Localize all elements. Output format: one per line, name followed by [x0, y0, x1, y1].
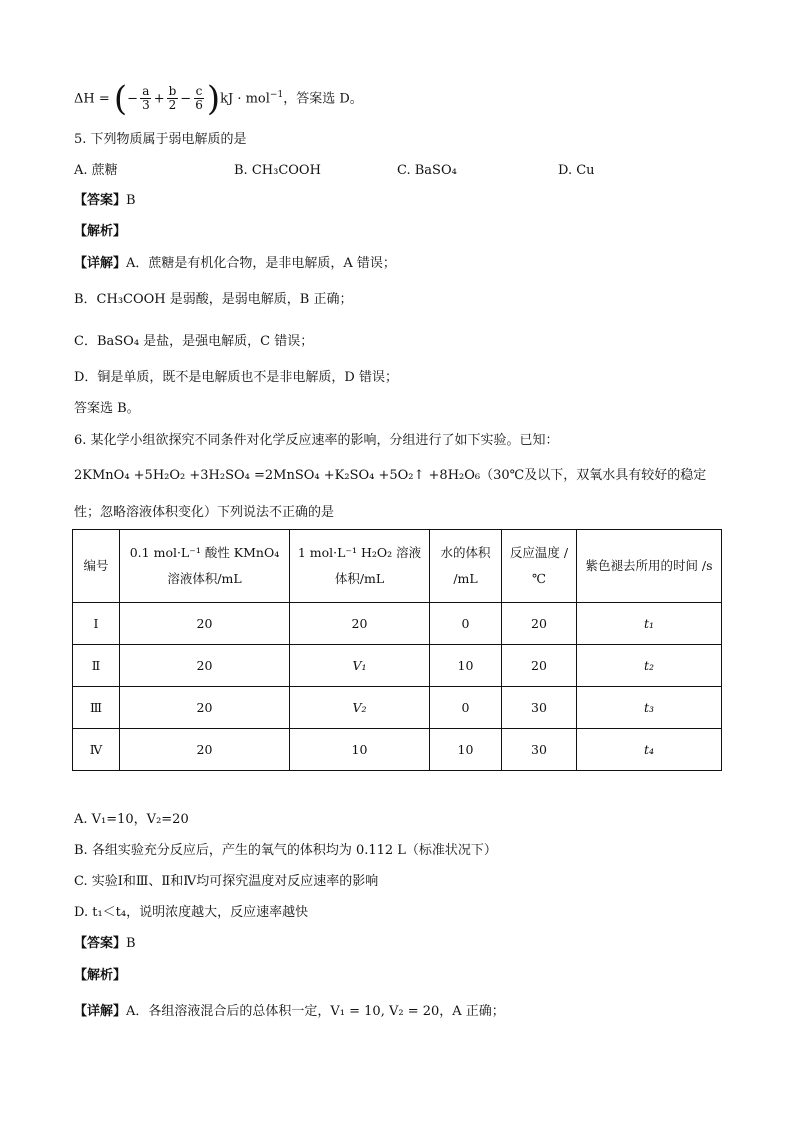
answer-tag: 【答案】: [74, 193, 127, 208]
q6-equation-line: [74, 467, 706, 485]
header-h2o2-volume: 1 mol·L⁻¹ H₂O₂ 溶液 体积/mL: [290, 530, 430, 603]
q5-detail-c: C．BaSO₄ 是盐，是强电解质，C 错误；: [74, 334, 314, 349]
fraction-a-3: [140, 85, 152, 112]
table-cell: 20: [502, 603, 577, 645]
table-row: [73, 645, 722, 687]
q6-equation: 2KMnO₄ +5H₂O₂ +3H₂SO₄ =2MnSO₄ +K₂SO₄ +5O₂↑ +8H₂O₆: [74, 468, 481, 483]
table-header-row: [73, 530, 722, 603]
q5-option-c: C. BaSO₄: [397, 163, 457, 178]
delta-h-lhs: ΔH =: [74, 91, 114, 107]
table-cell: Ⅰ: [73, 603, 120, 645]
delta-h-expression: ΔH = (− $\frac{a}{3}$ + $\frac{b}{2}$ − $\frac{c}{6}$ )kJ · mol$^{-1}$，答案选 D。: [74, 78, 363, 119]
q5-analysis-tag: 【解析】: [74, 224, 127, 239]
table-cell: V₁: [290, 645, 430, 687]
table-cell: t₃: [577, 687, 722, 729]
unit-text: kJ · mol: [220, 91, 270, 107]
fraction-denominator: 6: [195, 98, 203, 113]
q5-option-a: A. 蔗糖: [74, 163, 118, 178]
q6-option-b: B. 各组实验充分反应后，产生的氧气的体积均为 0.112 L（标准状况下）: [74, 843, 497, 858]
experiment-table: [72, 529, 722, 771]
table-cell: Ⅳ: [73, 729, 120, 771]
q6-option-a: A. V₁=10，V₂=20: [74, 812, 189, 827]
table-cell: Ⅲ: [73, 687, 120, 729]
q6-answer: [74, 935, 136, 953]
detail-tag: 【详解】: [74, 1004, 127, 1019]
right-paren: ): [206, 78, 221, 119]
table-cell: 20: [502, 645, 577, 687]
answer-tail: ，答案选 D。: [283, 91, 363, 107]
table-cell: 30: [502, 687, 577, 729]
detail-a-text: A．各组溶液混合后的总体积一定，V₁ = 10, V₂ = 20，A 正确；: [126, 1004, 505, 1019]
q6-analysis-tag: 【解析】: [74, 968, 127, 983]
header-fade-time: 紫色褪去所用的时间 /s: [577, 530, 722, 603]
unit-exponent: −1: [269, 90, 284, 100]
table-cell: 0: [430, 687, 502, 729]
q6-stem-line-1: 6. 某化学小组欲探究不同条件对化学反应速率的影响，分组进行了如下实验。已知：: [74, 433, 559, 448]
answer-value: B: [126, 193, 136, 208]
fraction-numerator: a: [142, 84, 150, 99]
q5-detail-a: [74, 255, 396, 273]
table-cell: Ⅱ: [73, 645, 120, 687]
table-cell: 0: [430, 603, 502, 645]
fraction-denominator: 3: [142, 98, 150, 113]
detail-a-text: A．蔗糖是有机化合物，是非电解质，A 错误；: [126, 256, 396, 271]
table-cell: 20: [120, 687, 290, 729]
table-row: [73, 729, 722, 771]
fraction-numerator: c: [195, 84, 203, 99]
table-row: [73, 687, 722, 729]
header-number: 编号: [73, 530, 120, 603]
q5-option-d: D. Cu: [558, 163, 595, 178]
table-cell: 10: [290, 729, 430, 771]
answer-tag: 【答案】: [74, 936, 127, 951]
table-cell: t₁: [577, 603, 722, 645]
table-cell: t₄: [577, 729, 722, 771]
table-cell: V₂: [290, 687, 430, 729]
table-cell: 20: [120, 645, 290, 687]
table-cell: 20: [120, 603, 290, 645]
fraction-b-2: [167, 85, 179, 112]
q6-option-d: D. t₁＜t₄，说明浓度越大，反应速率越快: [74, 905, 309, 920]
q6-equation-note: （30℃及以下，双氧水具有较好的稳定: [480, 468, 707, 483]
q6-stem-line-2: 性；忽略溶液体积变化）下列说法不正确的是: [74, 505, 335, 520]
fraction-c-6: [193, 85, 205, 112]
table-cell: t₂: [577, 645, 722, 687]
header-temperature: 反应温度 /℃: [502, 530, 577, 603]
header-kmno4-volume: 0.1 mol·L⁻¹ 酸性 KMnO₄ 溶液体积/mL: [120, 530, 290, 603]
q6-option-c: C. 实验Ⅰ和Ⅲ、Ⅱ和Ⅳ均可探究温度对反应速率的影响: [74, 874, 379, 889]
q5-stem: 5. 下列物质属于弱电解质的是: [74, 132, 247, 147]
answer-value: B: [126, 936, 136, 951]
table-cell: 20: [290, 603, 430, 645]
q5-detail-d: D．铜是单质，既不是电解质也不是非电解质，D 错误；: [74, 370, 398, 385]
fraction-denominator: 2: [168, 98, 177, 113]
table-cell: 30: [502, 729, 577, 771]
left-paren: (: [113, 78, 128, 119]
detail-tag: 【详解】: [74, 256, 127, 271]
q5-conclusion: 答案选 B。: [74, 401, 140, 416]
header-water-volume: 水的体积 /mL: [430, 530, 502, 603]
table-cell: 20: [120, 729, 290, 771]
q5-detail-b: B．CH₃COOH 是弱酸，是弱电解质，B 正确；: [74, 292, 353, 307]
table-cell: 10: [430, 645, 502, 687]
fraction-numerator: b: [168, 84, 177, 99]
table-row: [73, 603, 722, 645]
table-cell: 10: [430, 729, 502, 771]
q6-detail-a: [74, 1003, 505, 1021]
q5-option-b: B. CH₃COOH: [234, 163, 321, 178]
q5-answer: [74, 192, 136, 210]
q5-options: [74, 162, 714, 180]
